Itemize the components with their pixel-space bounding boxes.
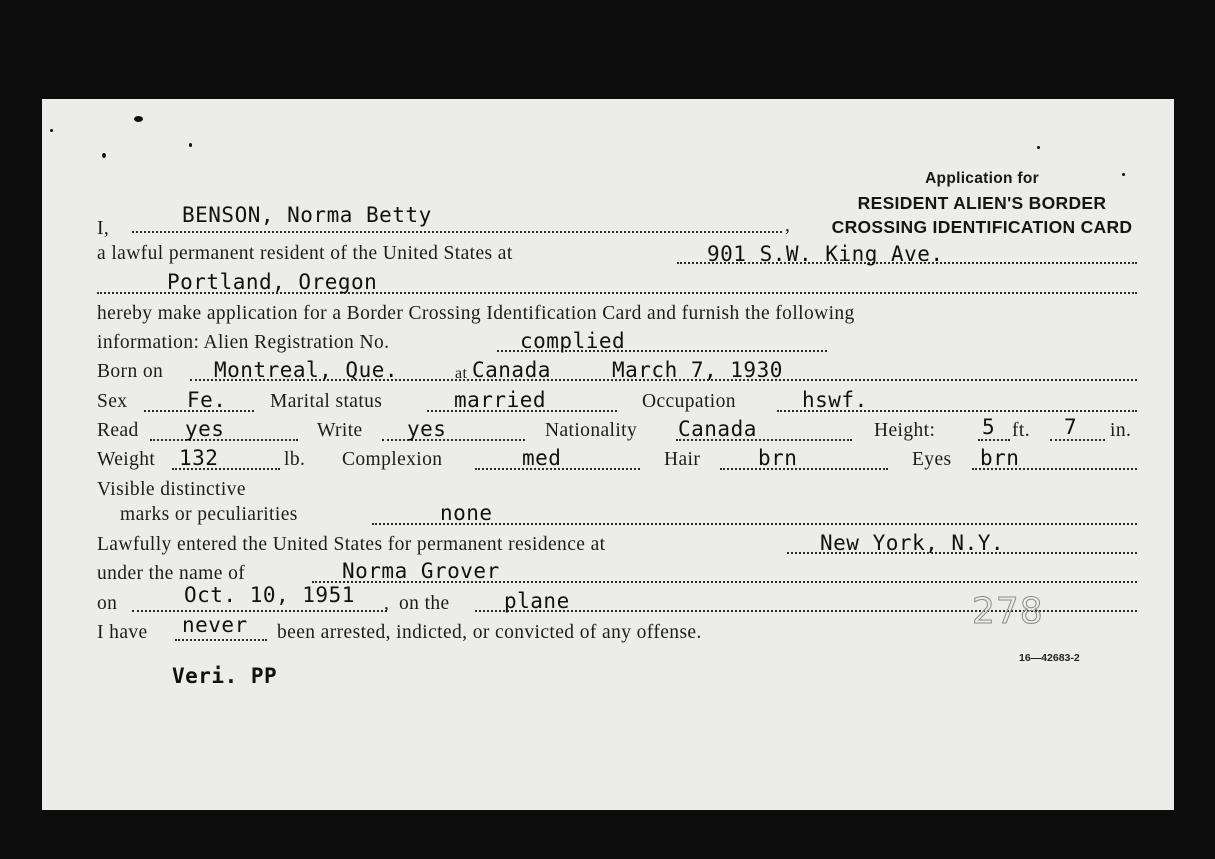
form-number: 16—42683-2 [1019,652,1080,664]
write-value: yes [407,417,447,441]
label-nationality: Nationality [545,420,638,441]
label-comma: , [785,215,791,236]
border-crossing-card [42,99,1174,810]
eyes-value: brn [980,446,1020,470]
verification-note: Veri. PP [172,664,278,688]
label-lb: lb. [284,449,306,470]
label-hereby: hereby make application for a Border Crossing Identification Card and furnish the following [97,303,855,324]
birth-country: Canada [472,358,551,382]
label-occupation: Occupation [642,391,736,412]
title-line-2: RESIDENT ALIEN'S BORDER [857,193,1107,213]
write-line [382,439,525,441]
arrested-line [175,639,267,641]
label-i: I, [97,218,110,239]
label-ft: ft. [1012,420,1030,441]
applicant-name: BENSON, Norma Betty [182,203,432,227]
height-ft-value: 5 [982,415,996,439]
label-lawful-resident: a lawful permanent resident of the United States at [97,243,513,264]
weight-value: 132 [179,446,219,470]
label-comma-2: , [384,593,390,614]
title-line-1: Application for [925,170,1039,187]
label-height: Height: [874,420,936,441]
entry-date-line [132,610,387,612]
label-visible-distinctive: Visible distinctive [97,479,246,500]
label-born-on: Born on [97,361,164,382]
label-complexion: Complexion [342,449,443,470]
entry-name-value: Norma Grover [342,559,500,583]
alien-registration-number: complied [520,329,626,353]
height-in-line [1050,439,1105,441]
label-in: in. [1110,420,1132,441]
entry-date-value: Oct. 10, 1951 [184,583,355,607]
entry-mode-value: plane [504,589,570,613]
height-ft-line [978,439,1010,441]
label-lawfully-entered: Lawfully entered the United States for permanent residence at [97,534,606,555]
label-marks: marks or peculiarities [120,504,298,525]
address-city: Portland, Oregon [167,270,378,294]
birth-date: March 7, 1930 [612,358,783,382]
marital-status-value: married [454,388,547,412]
stamped-number: 278 [972,591,1044,632]
nationality-value: Canada [678,417,757,441]
name-line [132,231,782,233]
ink-speck [102,153,106,158]
label-been-arrested: been arrested, indicted, or convicted of any offense. [277,622,702,643]
read-value: yes [185,417,225,441]
ink-speck [50,129,53,132]
hair-line [720,468,888,470]
address-street: 901 S.W. King Ave. [707,242,944,266]
hair-value: brn [758,446,798,470]
occupation-value: hswf. [802,388,868,412]
label-alien-registration: information: Alien Registration No. [97,332,390,353]
label-read: Read [97,420,139,441]
label-i-have: I have [97,622,148,643]
ink-speck [134,116,143,122]
label-on-the: on the [399,593,450,614]
label-sex: Sex [97,391,128,412]
sex-value: Fe. [187,388,227,412]
marks-value: none [440,501,493,525]
card-title [822,167,1142,239]
ink-speck [189,143,192,147]
label-on: on [97,593,118,614]
arrested-value: never [182,613,248,637]
birth-place: Montreal, Que. [214,358,399,382]
complexion-value: med [522,446,562,470]
label-at: at [455,365,468,382]
title-line-3: CROSSING IDENTIFICATION CARD [831,217,1133,237]
label-write: Write [317,420,363,441]
ink-speck [1037,146,1040,149]
entry-place-value: New York, N.Y. [820,531,1005,555]
label-hair: Hair [664,449,701,470]
label-under-name: under the name of [97,563,246,584]
height-in-value: 7 [1064,415,1078,439]
label-eyes: Eyes [912,449,952,470]
label-weight: Weight [97,449,156,470]
label-marital-status: Marital status [270,391,383,412]
